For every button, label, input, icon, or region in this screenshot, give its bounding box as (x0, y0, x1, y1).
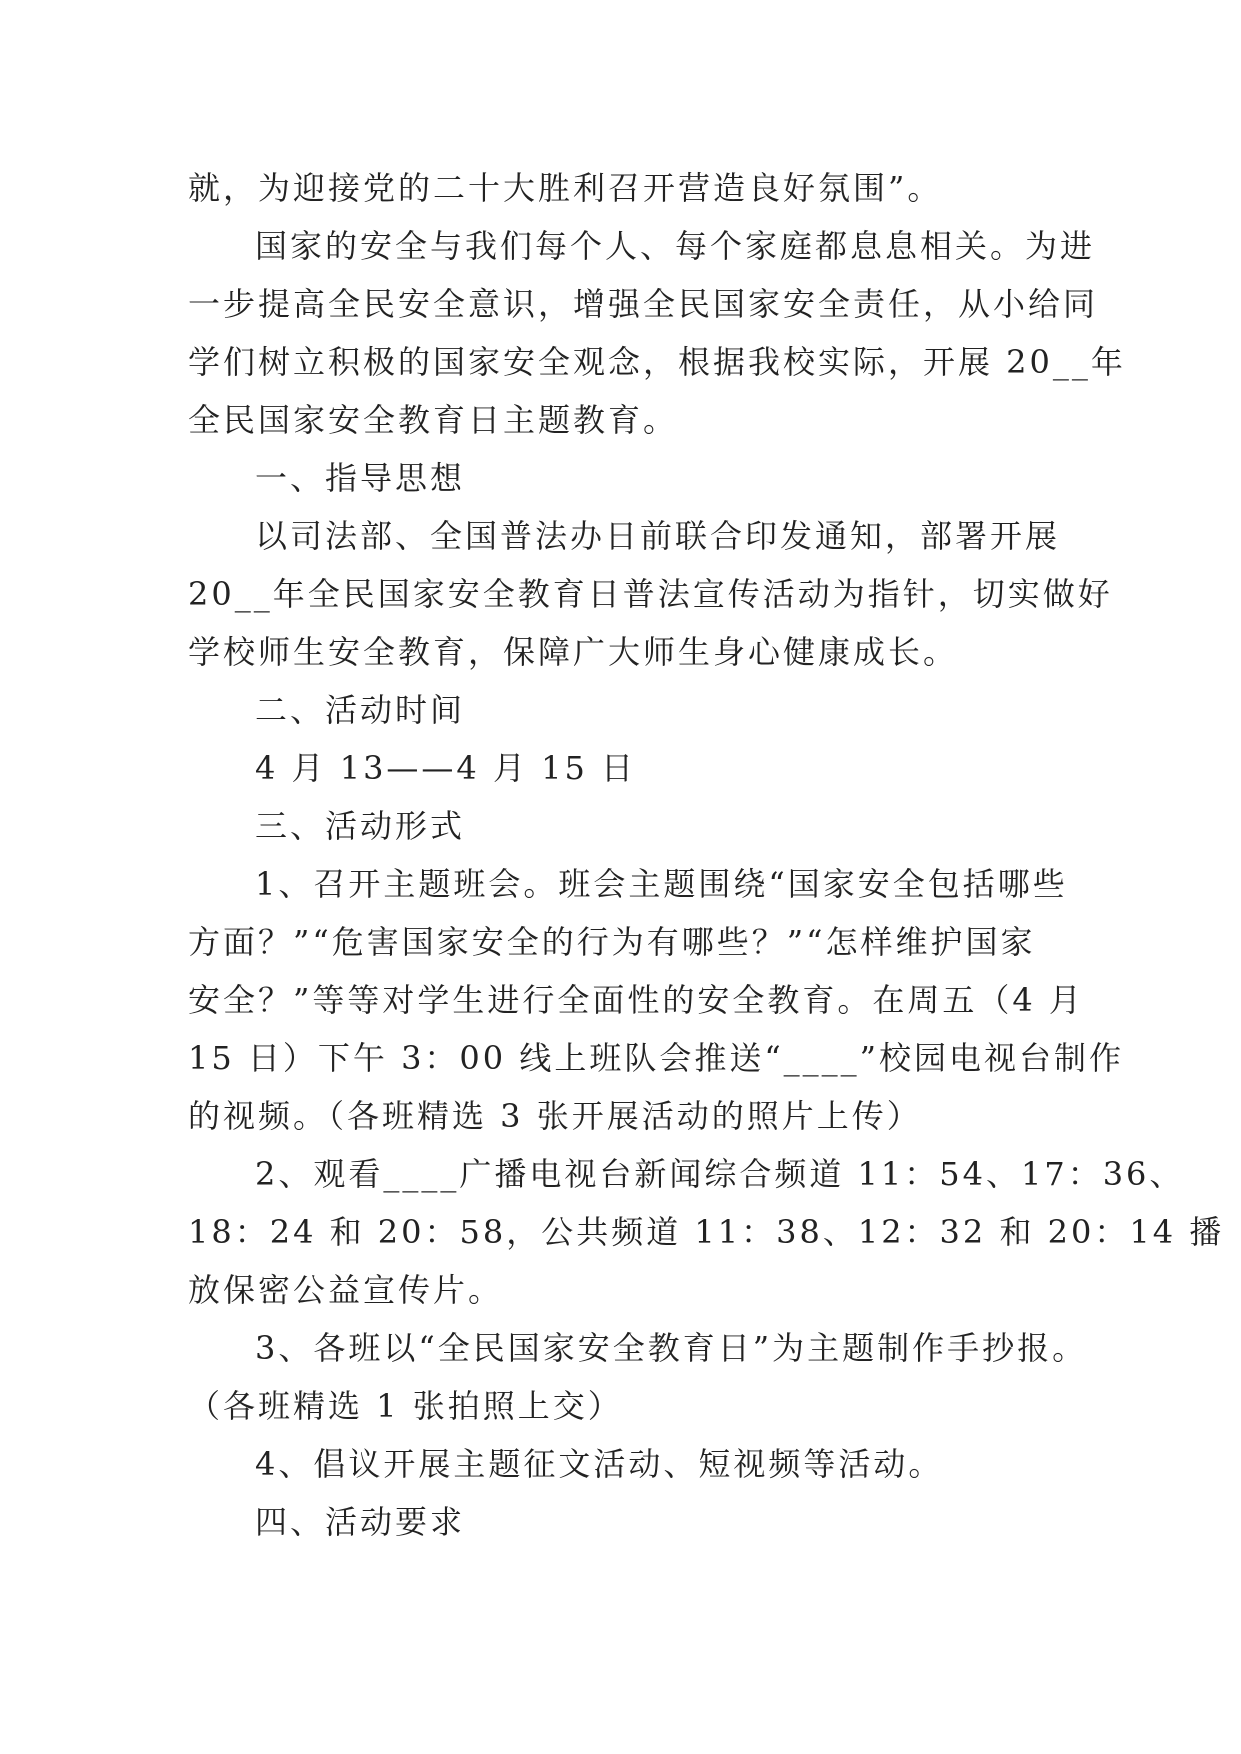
paragraph-line: 以司法部、全国普法办日前联合印发通知，部署开展 (255, 517, 1061, 555)
paragraph-line: 3、各班以“全民国家安全教育日”为主题制作手抄报。 (255, 1329, 1088, 1367)
paragraph-line: 4 月 13——4 月 15 日 (255, 749, 637, 787)
paragraph-line: 放保密公益宣传片。 (188, 1271, 504, 1309)
paragraph-line: 方面？”“危害国家安全的行为有哪些？”“怎样维护国家 (188, 923, 1036, 961)
section-heading: 二、活动时间 (255, 691, 466, 729)
paragraph-line: 20__年全民国家安全教育日普法宣传活动为指针，切实做好 (188, 575, 1113, 613)
section-heading: 一、指导思想 (255, 459, 466, 497)
paragraph-line: 一步提高全民安全意识，增强全民国家安全责任，从小给同 (188, 285, 1099, 323)
paragraph-line: 学们树立积极的国家安全观念，根据我校实际，开展 20__年 (188, 343, 1126, 381)
paragraph-line: 全民国家安全教育日主题教育。 (188, 401, 679, 439)
paragraph-line: 安全？”等等对学生进行全面性的安全教育。在周五（4 月 (188, 981, 1084, 1019)
section-heading: 四、活动要求 (255, 1503, 466, 1541)
section-heading: 三、活动形式 (255, 807, 466, 845)
paragraph-line: 就，为迎接党的二十大胜利召开营造良好氛围”。 (188, 169, 943, 207)
paragraph-line: （各班精选 1 张拍照上交） (188, 1387, 623, 1425)
paragraph-line: 学校师生安全教育，保障广大师生身心健康成长。 (188, 633, 959, 671)
paragraph-line: 的视频。（各班精选 3 张开展活动的照片上传） (188, 1097, 922, 1135)
paragraph-line: 15 日）下午 3：00 线上班队会推送“____”校园电视台制作 (188, 1039, 1125, 1077)
paragraph-line: 2、观看____广播电视台新闻综合频道 11：54、17：36、 (255, 1155, 1185, 1193)
paragraph-line: 国家的安全与我们每个人、每个家庭都息息相关。为进 (255, 227, 1096, 265)
paragraph-line: 1、召开主题班会。班会主题围绕“国家安全包括哪些 (255, 865, 1068, 903)
paragraph-line: 4、倡议开展主题征文活动、短视频等活动。 (255, 1445, 944, 1483)
paragraph-line: 18：24 和 20：58，公共频道 11：38、12：32 和 20：14 播 (188, 1213, 1225, 1251)
